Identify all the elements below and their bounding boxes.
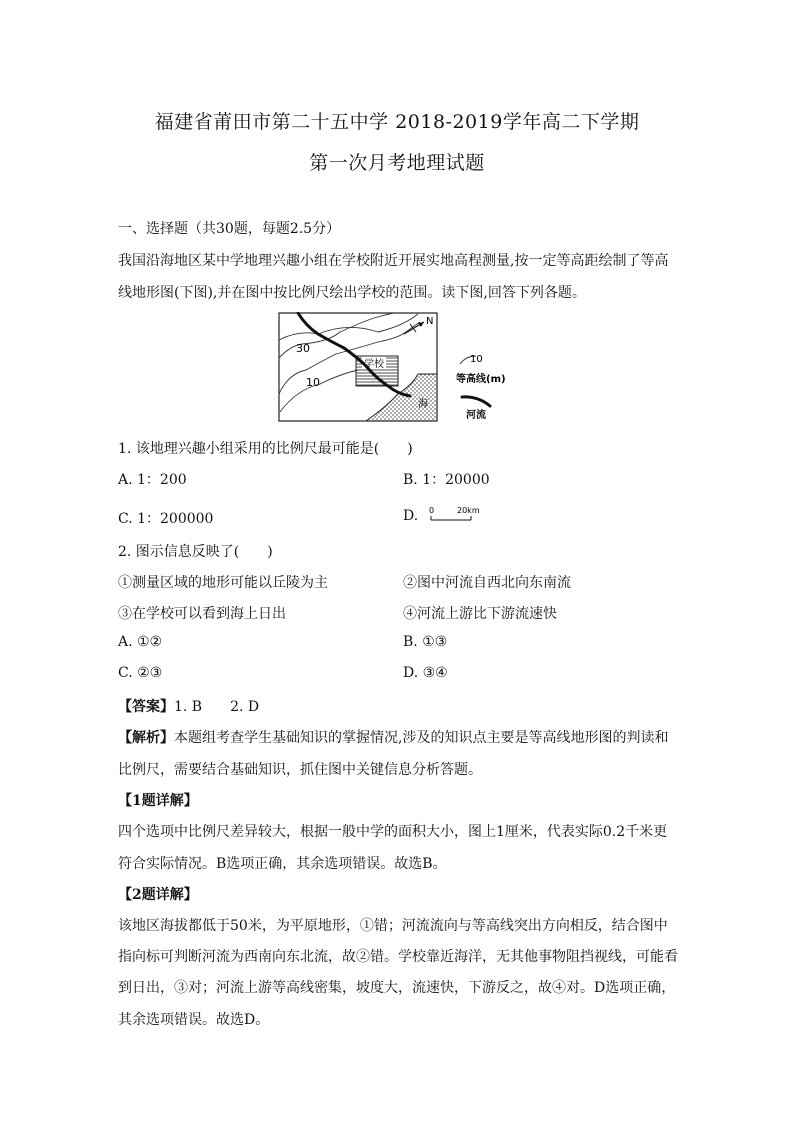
detail2-line-1: 该地区海拔都低于50米，为平原地形，①错；河流流向与等高线突出方向相反，结合图中 bbox=[118, 918, 668, 934]
legend-river-icon bbox=[462, 397, 490, 406]
intro-line-2: 线地形图(下图),并在图中按比例尺绘出学校的范围。读下图,回答下列各题。 bbox=[118, 285, 586, 301]
analysis-line-2: 比例尺，需要结合基础知识，抓住图中关键信息分析答题。 bbox=[118, 762, 482, 778]
contour-map-figure bbox=[278, 312, 508, 424]
q2-statement-2: ②图中河流自西北向东南流 bbox=[403, 575, 571, 591]
scale-bar-zero: 0 bbox=[428, 506, 434, 515]
detail1-line-2: 符合实际情况。B选项正确，其余选项错误。故选B。 bbox=[118, 856, 447, 872]
section-heading: 一、选择题（共30题，每题2.5分） bbox=[118, 221, 341, 237]
q2-statement-1: ①测量区域的地形可能以丘陵为主 bbox=[118, 575, 328, 591]
detail1-label: 【1题详解】 bbox=[118, 793, 198, 809]
contour-label-10: 10 bbox=[306, 376, 320, 389]
q2-option-c: C. ②③ bbox=[118, 665, 163, 681]
analysis-label: 【解析】 bbox=[118, 730, 174, 746]
doc-title-line2: 第一次月考地理试题 bbox=[309, 152, 485, 174]
q1-option-c: C. 1：200000 bbox=[118, 511, 214, 527]
q2-option-a: A. ①② bbox=[118, 634, 163, 650]
intro-line-1: 我国沿海地区某中学地理兴趣小组在学校附近开展实地高程测量,按一定等高距绘制了等高 bbox=[118, 253, 669, 269]
q2-statement-3: ③在学校可以看到海上日出 bbox=[118, 606, 286, 622]
q1-option-b: B. 1：20000 bbox=[403, 472, 490, 488]
answer-line bbox=[118, 696, 259, 716]
q1-option-a: A. 1：200 bbox=[118, 472, 187, 488]
q1-stem: 1. 该地理兴趣小组采用的比例尺最可能是( ) bbox=[118, 441, 413, 457]
detail2-line-2: 指向标可判断河流为西南向东北流，故②错。学校靠近海洋，无其他事物阻挡视线，可能看 bbox=[118, 949, 678, 965]
legend-river-label: 河流 bbox=[466, 410, 486, 421]
q2-option-d: D. ③④ bbox=[403, 665, 448, 681]
detail1-line-1: 四个选项中比例尺差异较大，根据一般中学的面积大小，图上1厘米，代表实际0.2千米更 bbox=[118, 824, 668, 840]
school-label: 学校 bbox=[364, 359, 384, 370]
legend-contour-value: 10 bbox=[470, 354, 483, 365]
scale-bar-figure bbox=[427, 506, 489, 526]
scale-bar-km: 20km bbox=[456, 506, 480, 515]
answer-label: 【答案】 bbox=[118, 699, 174, 715]
q2-statement-4: ④河流上游比下游流速快 bbox=[403, 606, 557, 622]
answer-text: 1. B 2. D bbox=[174, 699, 260, 715]
q1-option-d-prefix: D. bbox=[403, 508, 419, 524]
legend-contour-label: 等高线(m) bbox=[456, 374, 506, 385]
contour-label-30: 30 bbox=[296, 342, 310, 355]
detail2-line-3: 到日出，③对；河流上游等高线密集，坡度大，流速快，下游反之，故④对。D选项正确， bbox=[118, 980, 676, 996]
detail2-label: 【2题详解】 bbox=[118, 887, 198, 903]
q2-option-b: B. ①③ bbox=[403, 634, 448, 650]
q2-stem: 2. 图示信息反映了( ) bbox=[118, 544, 273, 560]
sea-label: 海 bbox=[418, 399, 428, 410]
q1-option-d bbox=[403, 506, 489, 526]
detail2-line-4: 其余选项错误。故选D。 bbox=[118, 1012, 270, 1028]
analysis-line-1 bbox=[118, 727, 668, 747]
north-label: N bbox=[426, 316, 434, 327]
analysis-text-1: 本题组考查学生基础知识的掌握情况,涉及的知识点主要是等高线地形图的判读和 bbox=[174, 730, 669, 746]
doc-title-line1: 福建省莆田市第二十五中学 2018-2019学年高二下学期 bbox=[154, 111, 640, 133]
